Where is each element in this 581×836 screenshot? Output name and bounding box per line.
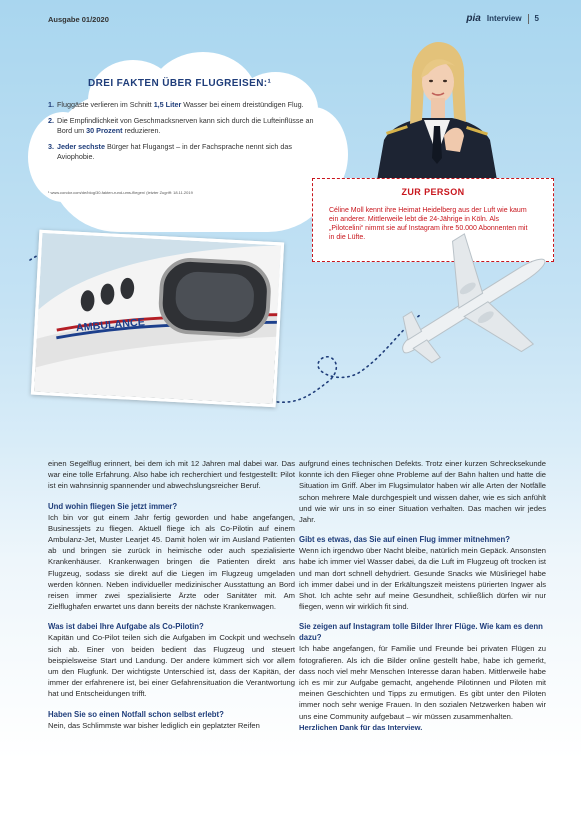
paragraph: Ich bin vor gut einem Jahr fertig geworden und habe angefangen, Businessjets zu fliegen. Aktuell fliege ich als Co-Pilotin auf einem Ambulanz-Jet, Muster Learjet 45. Damit holen wir im Ausland Patienten ab und bringen sie zurück in heimische oder auch spezialisierte Krankenhäuser. Krankenwagen bringen die Patienten direkt ans Flugzeug, sodass sie direkt auf die Liegen im Flugzeug umgeladen werden können. Neben individueller medizinischer Ausstattung an Bord reisen immer zwei spezialisierte Ärzte oder Sanitäter mit. Am Zielflughafen erwartet uns dann bereits der nächste Krankenwagen. bbox=[48, 512, 295, 612]
jet-illustration bbox=[34, 233, 281, 404]
pia-logo: pia bbox=[466, 13, 481, 24]
person-box-text: Céline Moll kennt ihre Heimat Heidelberg aus der Luft wie kaum ein anderer. Mittlerweile lebt die 24-Jährige in Köln. Als „Pilotcelini“ nimmt sie auf Instagram ihre 50.000 Abonnenten mit in die Lüfte. bbox=[329, 207, 528, 241]
issue-label: Ausgabe 01/2020 bbox=[48, 15, 109, 24]
paragraph: aufgrund eines technischen Defekts. Trotz einer kurzen Schrecksekunde konnte ich den Flieger ohne Probleme auf der Bahn halten und hatte die Situation im Griff. Aber im Flugsimulator haben wir alle Arten der Notfälle schon mehrere Male durchgespielt und wissen daher, wie es sich anfühlt und wie wir uns in so einer Situation verhalten. Das machen wir jedes Jahr. bbox=[299, 459, 546, 525]
aircraft-lettering: AMBULANCE bbox=[75, 316, 146, 335]
paragraph: Kapitän und Co-Pilot teilen sich die Aufgaben im Cockpit und wechseln sich ab. Einer von beiden bedient das Flugzeug und steuert beispielsweise Start und Landung. Der andere kümmert sich vor allem um den Flugfunk. Der wichtigste Unterschied ist, dass der Kapitän, der immer der erfahrenere ist, bei einer Gefahrensituation die Verantwortung hat und Entscheidungen trifft. bbox=[48, 633, 295, 699]
airplane-icon bbox=[380, 232, 560, 382]
paragraph: Nein, das Schlimmste war bisher lediglich ein geplatzter Reifen bbox=[48, 720, 260, 730]
article-column-right bbox=[299, 458, 546, 733]
facts-footnote: ¹ www.condor.com/de/blog/30-fakten-rund-ums-fliegen/ (letzter Zugriff: 18.11.2019 bbox=[48, 190, 193, 195]
page-header bbox=[466, 13, 539, 24]
facts-list bbox=[48, 100, 320, 168]
fact-item: 2. Die Empfindlichkeit von Geschmacksnerven kann sich durch die Lufteinflüsse an Bord um 30 Prozent reduzieren. bbox=[48, 116, 314, 135]
header-divider bbox=[528, 14, 529, 24]
ambulance-jet-photo bbox=[31, 230, 284, 408]
person-box-title: ZUR PERSON bbox=[401, 187, 465, 197]
page-number: 5 bbox=[534, 14, 539, 23]
paragraph: Wenn ich irgendwo über Nacht bleibe, natürlich mein Gepäck. Ansonsten habe ich immer viel Wasser dabei, da die Luft im Flugzeug oft trocken ist und man dort schnell dehydriert. Gesunde Snacks wie Müsliriegel habe ich immer dabei und in der Erkältungszeit meistens pürierten Ingwer als Shot. Ich achte sehr auf meine Gesundheit, schließlich dürfen wir nur fliegen, wenn wir wirklich fit sind. bbox=[299, 546, 546, 612]
fact-number: 3. bbox=[48, 142, 54, 151]
closing-thanks: Herzlichen Dank für das Interview. bbox=[299, 722, 423, 732]
question-heading: Und wohin fliegen Sie jetzt immer? bbox=[48, 501, 178, 511]
paragraph: einen Segelflug erinnert, bei dem ich mit 12 Jahren mal dabei war. Das war eine tolle Erfahrung. Also habe ich recherchiert und festgestellt: Pilot ist ein wahnsinnig spannender und abwechslungsreicher Beruf. bbox=[48, 459, 295, 491]
question-heading: Was ist dabei Ihre Aufgabe als Co-Pilotin? bbox=[48, 622, 204, 632]
question-heading: Sie zeigen auf Instagram tolle Bilder Ihrer Flüge. Wie kam es denn dazu? bbox=[299, 622, 543, 643]
question-heading: Haben Sie so einen Notfall schon selbst erlebt? bbox=[48, 709, 224, 719]
paragraph: Ich habe angefangen, für Familie und Freunde bei privaten Flügen zu fotografieren. Als ich die Bilder online gestellt habe, habe ich gemerkt, dass noch viel mehr Menschen Interesse daran haben. Mittlerweile habe ich es mir zur Aufgabe gemacht, angehende Pilotinnen und Piloten mit meinen Geschichten und Tipps zu ermutigen. Es gibt unter den Piloten immer noch sehr wenige Frauen. In den sozialen Netzwerken haben wir uns eine Community aufgebaut – wir müssen zusammenhalten. bbox=[299, 644, 546, 721]
pilot-portrait bbox=[372, 40, 502, 180]
article-column-left bbox=[48, 458, 295, 731]
question-heading: Gibt es etwas, das Sie auf einen Flug immer mitnehmen? bbox=[299, 535, 510, 545]
fact-number: 1. bbox=[48, 100, 54, 109]
section-label: Interview bbox=[486, 14, 522, 23]
fact-number: 2. bbox=[48, 116, 54, 125]
fact-item: 1. Fluggäste verlieren im Schnitt 1,5 Liter Wasser bei einem dreistündigen Flug. bbox=[48, 100, 304, 109]
fact-item: 3. Jeder sechste Bürger hat Flugangst – in der Fachsprache nennt sich das Aviophobie. bbox=[48, 142, 292, 161]
facts-title: DREI FAKTEN ÜBER FLUGREISEN:¹ bbox=[88, 78, 272, 89]
